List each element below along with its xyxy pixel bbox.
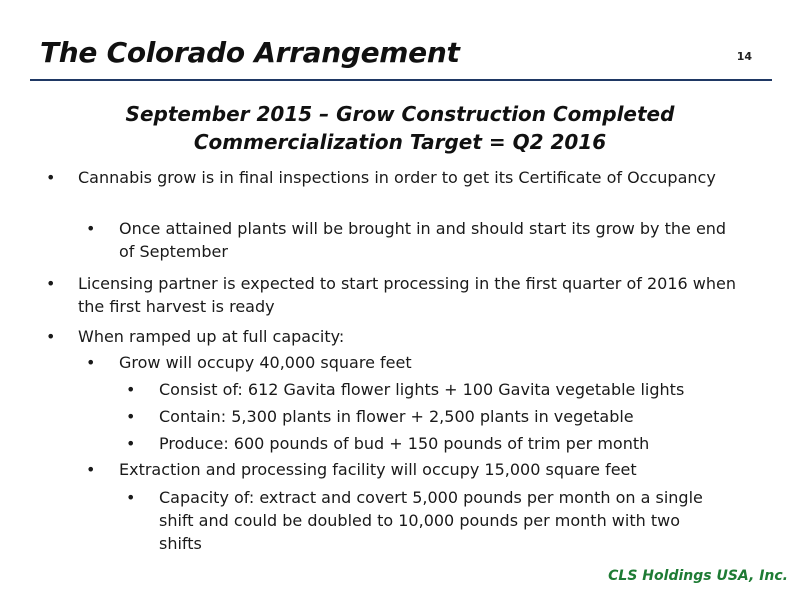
company-footer: CLS Holdings USA, Inc. (608, 568, 788, 584)
bullet-dot-icon: • (86, 353, 96, 372)
subtitle-line-2: Commercialization Target = Q2 2016 (193, 130, 607, 154)
title-divider (30, 79, 772, 81)
bullet-dot-icon: • (46, 168, 56, 187)
bullet-text: Extraction and processing facility will occupy 15,000 square feet (119, 460, 637, 479)
subtitle-line-1: September 2015 – Grow Construction Completed (125, 102, 675, 126)
slide-subtitle (0, 100, 800, 156)
bullet-dot-icon: • (126, 380, 136, 399)
bullet-text: Licensing partner is expected to start processing in the first quarter of 2016 when the first harvest is ready (78, 274, 736, 316)
slide-title: The Colorado Arrangement (40, 36, 460, 69)
bullet-text: Contain: 5,300 plants in flower + 2,500 plants in vegetable (159, 407, 634, 426)
bullet-text: When ramped up at full capacity: (78, 327, 345, 346)
bullet-dot-icon: • (126, 488, 136, 507)
bullet-text: Produce: 600 pounds of bud + 150 pounds of trim per month (159, 434, 650, 453)
bullet-text: Cannabis grow is in final inspections in order to get its Certificate of Occupancy (78, 168, 716, 187)
bullet-text: Grow will occupy 40,000 square feet (119, 353, 412, 372)
bullet-text: Consist of: 612 Gavita flower lights + 100 Gavita vegetable lights (159, 380, 685, 399)
page-number: 14 (736, 50, 752, 63)
bullet-text: Once attained plants will be brought in and should start its grow by the end of September (119, 219, 727, 261)
bullet-dot-icon: • (86, 460, 96, 479)
bullet-dot-icon: • (46, 274, 56, 293)
bullet-dot-icon: • (46, 327, 56, 346)
bullet-dot-icon: • (126, 407, 136, 426)
bullet-dot-icon: • (86, 219, 96, 238)
bullet-dot-icon: • (126, 434, 136, 453)
bullet-text: Capacity of: extract and covert 5,000 pounds per month on a single shift and could be doubled to 10,000 pounds per month with two shifts (159, 488, 703, 553)
